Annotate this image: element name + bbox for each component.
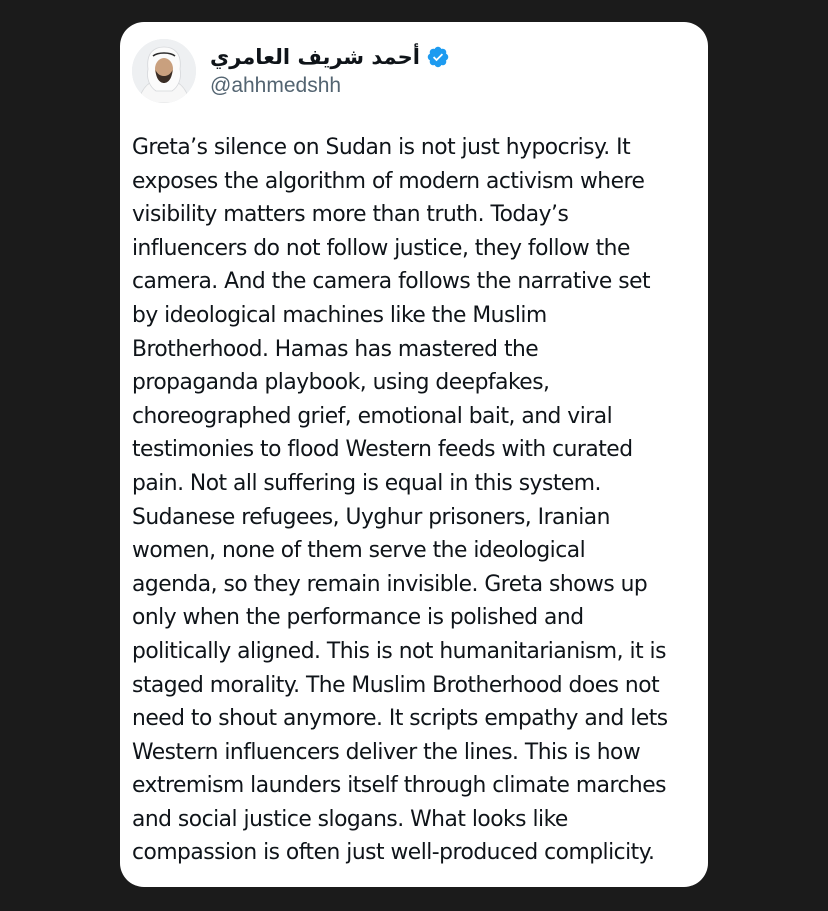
author-name-row[interactable]	[210, 42, 450, 72]
avatar-photo-icon	[132, 39, 196, 103]
tweet-card	[120, 22, 708, 887]
author-avatar[interactable]	[132, 39, 196, 103]
verified-badge-icon	[426, 45, 450, 69]
author-display-name[interactable]: أحمد شريف العامري	[210, 45, 420, 69]
tweet-header	[132, 38, 696, 102]
tweet-body: Greta’s silence on Sudan is not just hypocrisy. It exposes the algorithm of modern activism where visibility matters more than truth. Today’s influencers do not follow justice, they follow the camera. And the camera follows the narrative set by ideological machines like the Muslim Brotherhood. Hamas has mastered the propaganda playbook, using deepfakes, choreographed grief, emotional bait, and viral testimonies to flood Western feeds with curated pain. Not all suffering is equal in this system. Sudanese refugees, Uyghur prisoners, Iranian women, none of them serve the ideological agenda, so they remain invisible. Greta shows up only when the performance is polished and politically aligned. This is not humanitarianism, it is staged morality. The Muslim Brotherhood does not need to shout anymore. It scripts empathy and lets Western influencers deliver the lines. This is how extremism launders itself through climate marches and social justice slogans. What looks like compassion is often just well-produced complicity.	[132, 135, 668, 866]
author-handle[interactable]: @ahhmedshh	[210, 74, 342, 97]
